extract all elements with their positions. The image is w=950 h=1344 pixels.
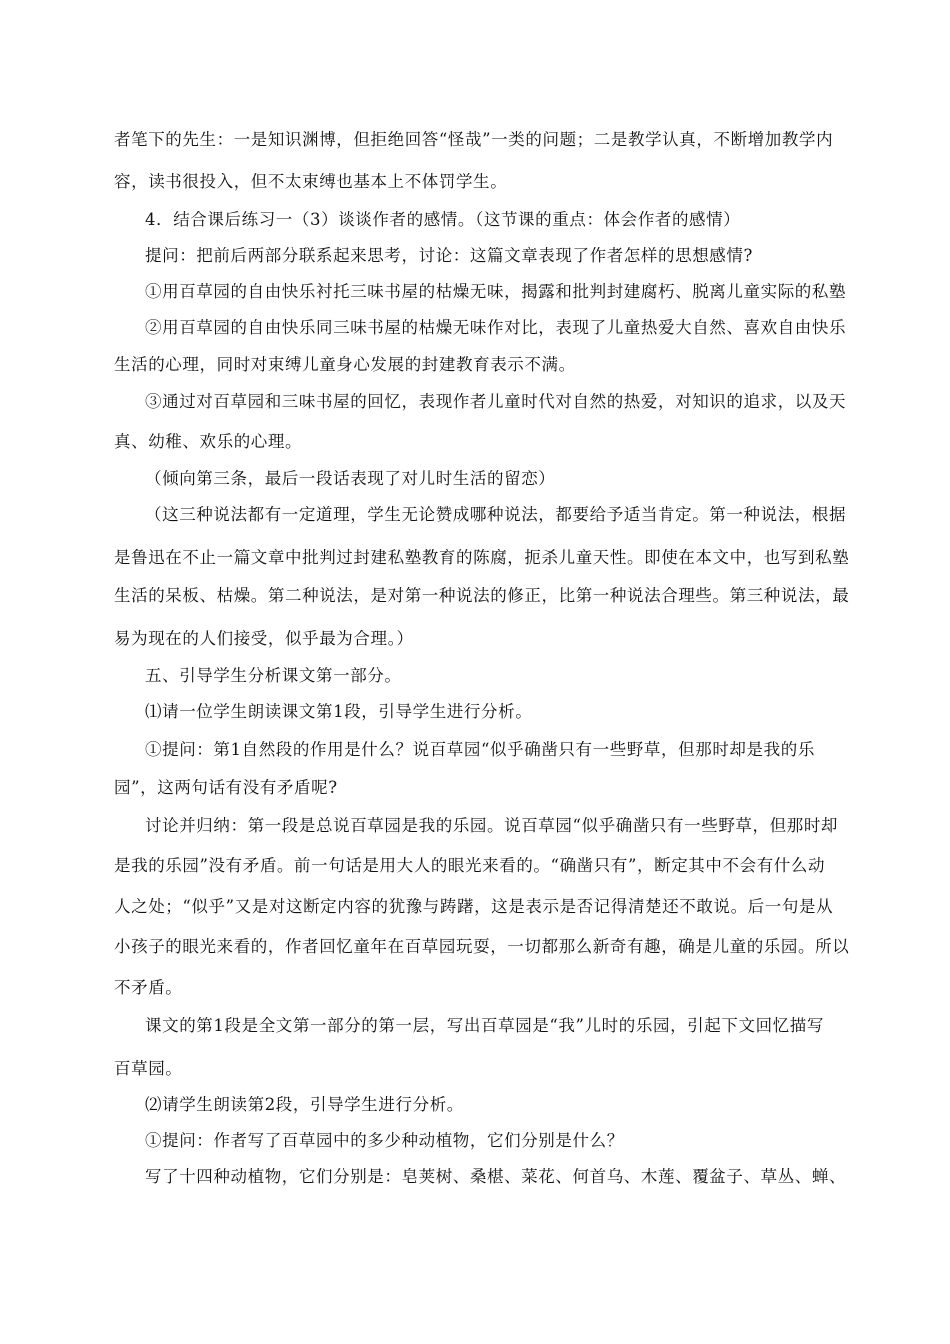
text-line: ①提问：作者写了百草园中的多少种动植物，它们分别是什么？: [145, 1131, 624, 1150]
text-line: 人之处；“似乎”又是对这断定内容的犹豫与踌躇，这是表示是否记得清楚还不敢说。后一句是从: [114, 897, 834, 916]
text-line: 写了十四种动植物，它们分别是：皂荚树、桑椹、菜花、何首乌、木莲、覆盆子、草丛、蝉、: [145, 1167, 847, 1186]
text-line: ①提问：第1自然段的作用是什么？说百草园“似乎确凿只有一些野草，但那时却是我的乐: [145, 740, 815, 759]
text-line: 课文的第1段是全文第一部分的第一层，写出百草园是“我”儿时的乐园，引起下文回忆描写: [145, 1016, 824, 1035]
text-line: ②用百草园的自由快乐同三味书屋的枯燥无味作对比，表现了儿童热爱大自然、喜欢自由快乐: [145, 318, 847, 337]
text-line: 是我的乐园”没有矛盾。前一句话是用大人的眼光来看的。“确凿只有”，断定其中不会有什么动: [114, 856, 826, 875]
text-line: ⑴请一位学生朗读课文第1段，引导学生进行分析。: [145, 702, 533, 721]
text-line: 五、引导学生分析课文第一部分。: [145, 666, 402, 685]
text-line: 4．结合课后练习一（3）谈谈作者的感情。（这节课的重点：体会作者的感情）: [145, 210, 741, 229]
text-line: 生活的呆板、枯燥。第二种说法，是对第一种说法的修正，比第一种说法合理些。第三种说法，最: [114, 586, 850, 605]
text-line: 易为现在的人们接受，似乎最为合理。）: [114, 629, 414, 648]
text-line: 小孩子的眼光来看的，作者回忆童年在百草园玩耍，一切都那么新奇有趣，确是儿童的乐园。所以: [114, 937, 850, 956]
text-line: 讨论并归纳：第一段是总说百草园是我的乐园。说百草园“似乎确凿只有一些野草，但那时却: [145, 816, 839, 835]
text-line: （倾向第三条，最后一段话表现了对儿时生活的留恋）: [145, 469, 556, 488]
text-line: 真、幼稚、欢乐的心理。: [114, 432, 303, 451]
text-line: 不矛盾。: [114, 978, 183, 997]
text-line: 容，读书很投入，但不太束缚也基本上不体罚学生。: [114, 172, 508, 191]
text-line: 者笔下的先生：一是知识渊博，但拒绝回答“怪哉”一类的问题；二是教学认真，不断增加教学内: [114, 130, 834, 149]
text-line: 提问：把前后两部分联系起来思考，讨论：这篇文章表现了作者怎样的思想感情?: [145, 246, 753, 265]
text-line: ③通过对百草园和三味书屋的回忆，表现作者儿童时代对自然的热爱，对知识的追求，以及天: [145, 392, 847, 411]
text-line: 园”，这两句话有没有矛盾呢?: [114, 778, 338, 797]
text-line: （这三种说法都有一定道理，学生无论赞成哪种说法，都要给予适当肯定。第一种说法，根据: [145, 505, 847, 524]
text-line: 百草园。: [114, 1059, 183, 1078]
text-line: ⑵请学生朗读第2段，引导学生进行分析。: [145, 1095, 464, 1114]
text-line: ①用百草园的自由快乐衬托三味书屋的枯燥无味，揭露和批判封建腐朽、脱离儿童实际的私塾: [145, 282, 847, 301]
text-line: 是鲁迅在不止一篇文章中批判过封建私塾教育的陈腐，扼杀儿童天性。即使在本文中，也写到私塾: [114, 548, 850, 567]
text-line: 生活的心理，同时对束缚儿童身心发展的封建教育表示不满。: [114, 355, 576, 374]
